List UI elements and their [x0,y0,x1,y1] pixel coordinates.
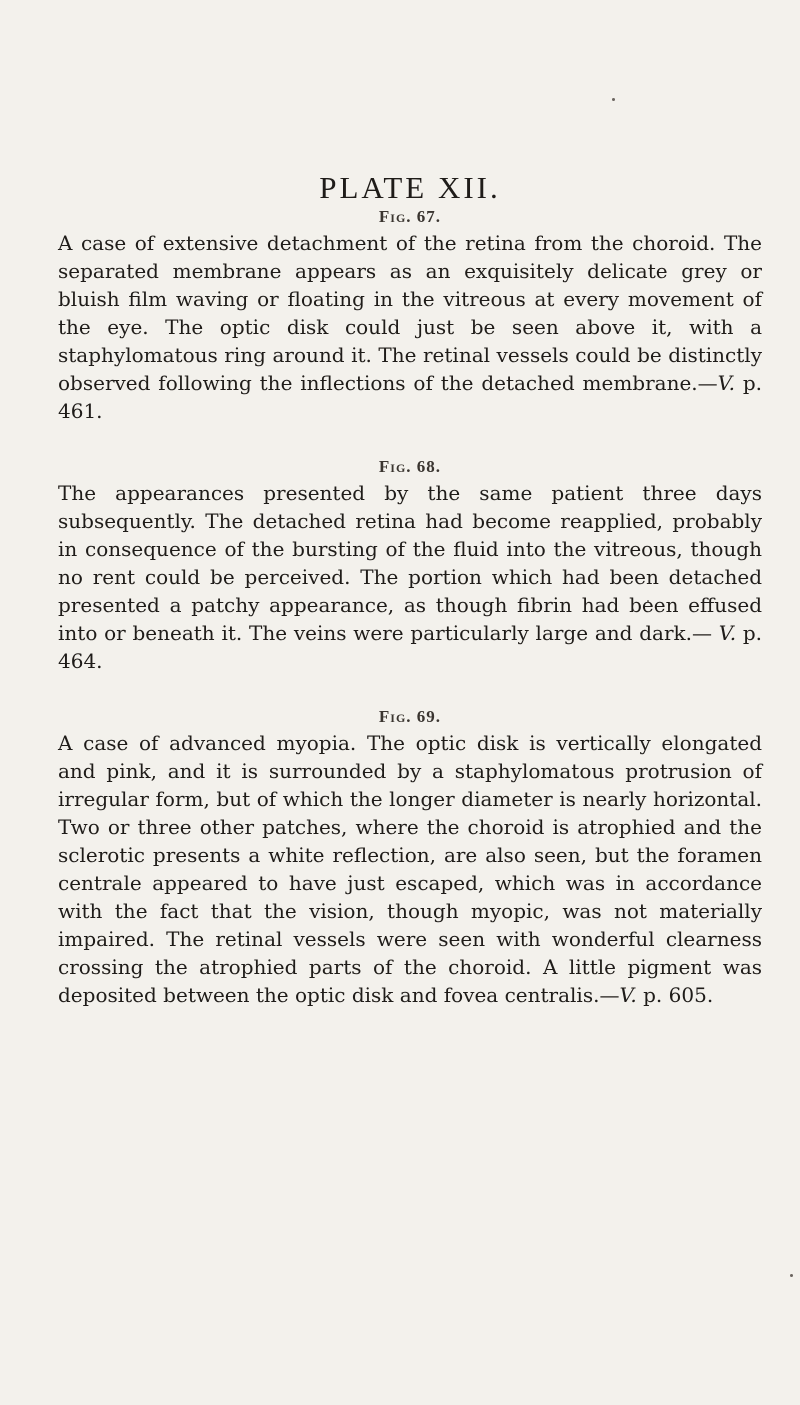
figure-description [58,729,762,1009]
figure-description [58,229,762,425]
figure-69 [58,705,762,1009]
figure-67 [58,205,762,425]
figure-reference-page: p. 464. [58,621,762,673]
figure-reference-page: p. 461. [58,371,762,423]
figure-heading: Fig. 69. [378,707,442,726]
figure-text: A case of advanced myopia. The optic disk is vertically elongated and pink, and it is surrounded by a staphylomatous protrusion of irregular form, but of which the longer diameter is nearly horizontal. Two or three other patches, where the choroid is atrophied and the sclerotic presents a white reflection, are also seen, but the foramen centrale appeared to have just escaped, which was in accordance with the fact that the vision, though myopic, was not materially impaired. The retinal vessels were seen with wonderful clearness crossing the atrophied parts of the choroid. A little pigment was deposited between the optic disk and fovea centralis.— [58,731,762,1007]
figure-reference-author: V. [717,371,735,395]
plate-page [58,171,762,1009]
figure-text: The appearances presented by the same patient three days subsequently. The detached retina had become reapplied, probably in consequence of the bursting of the fluid into the vitreous, though no rent could be perceived. The portion which had been detached presented a patchy appearance, as though fibrin had been effused into or beneath it. The veins were particularly large and dark.— [58,481,762,645]
figure-heading: Fig. 67. [378,207,442,226]
page-speck-top [612,98,615,101]
plate-title: PLATE XII. [319,170,501,205]
figure-heading: Fig. 68. [378,457,442,476]
figure-reference-page: p. 605. [636,983,714,1007]
figure-text: A case of extensive detachment of the retina from the choroid. The separated membrane appears as an exquisitely delicate grey or bluish film waving or floating in the vitreous at every movement of the eye. The optic disk could just be seen above it, with a staphylomatous ring around it. The retinal vessels could be distinctly observed following the inflections of the detached membrane.— [58,231,762,395]
figure-68 [58,455,762,675]
page-speck-low [790,1274,793,1277]
figure-description [58,479,762,675]
figure-reference-author: V. [619,983,637,1007]
figure-reference-author: V. [718,621,737,645]
